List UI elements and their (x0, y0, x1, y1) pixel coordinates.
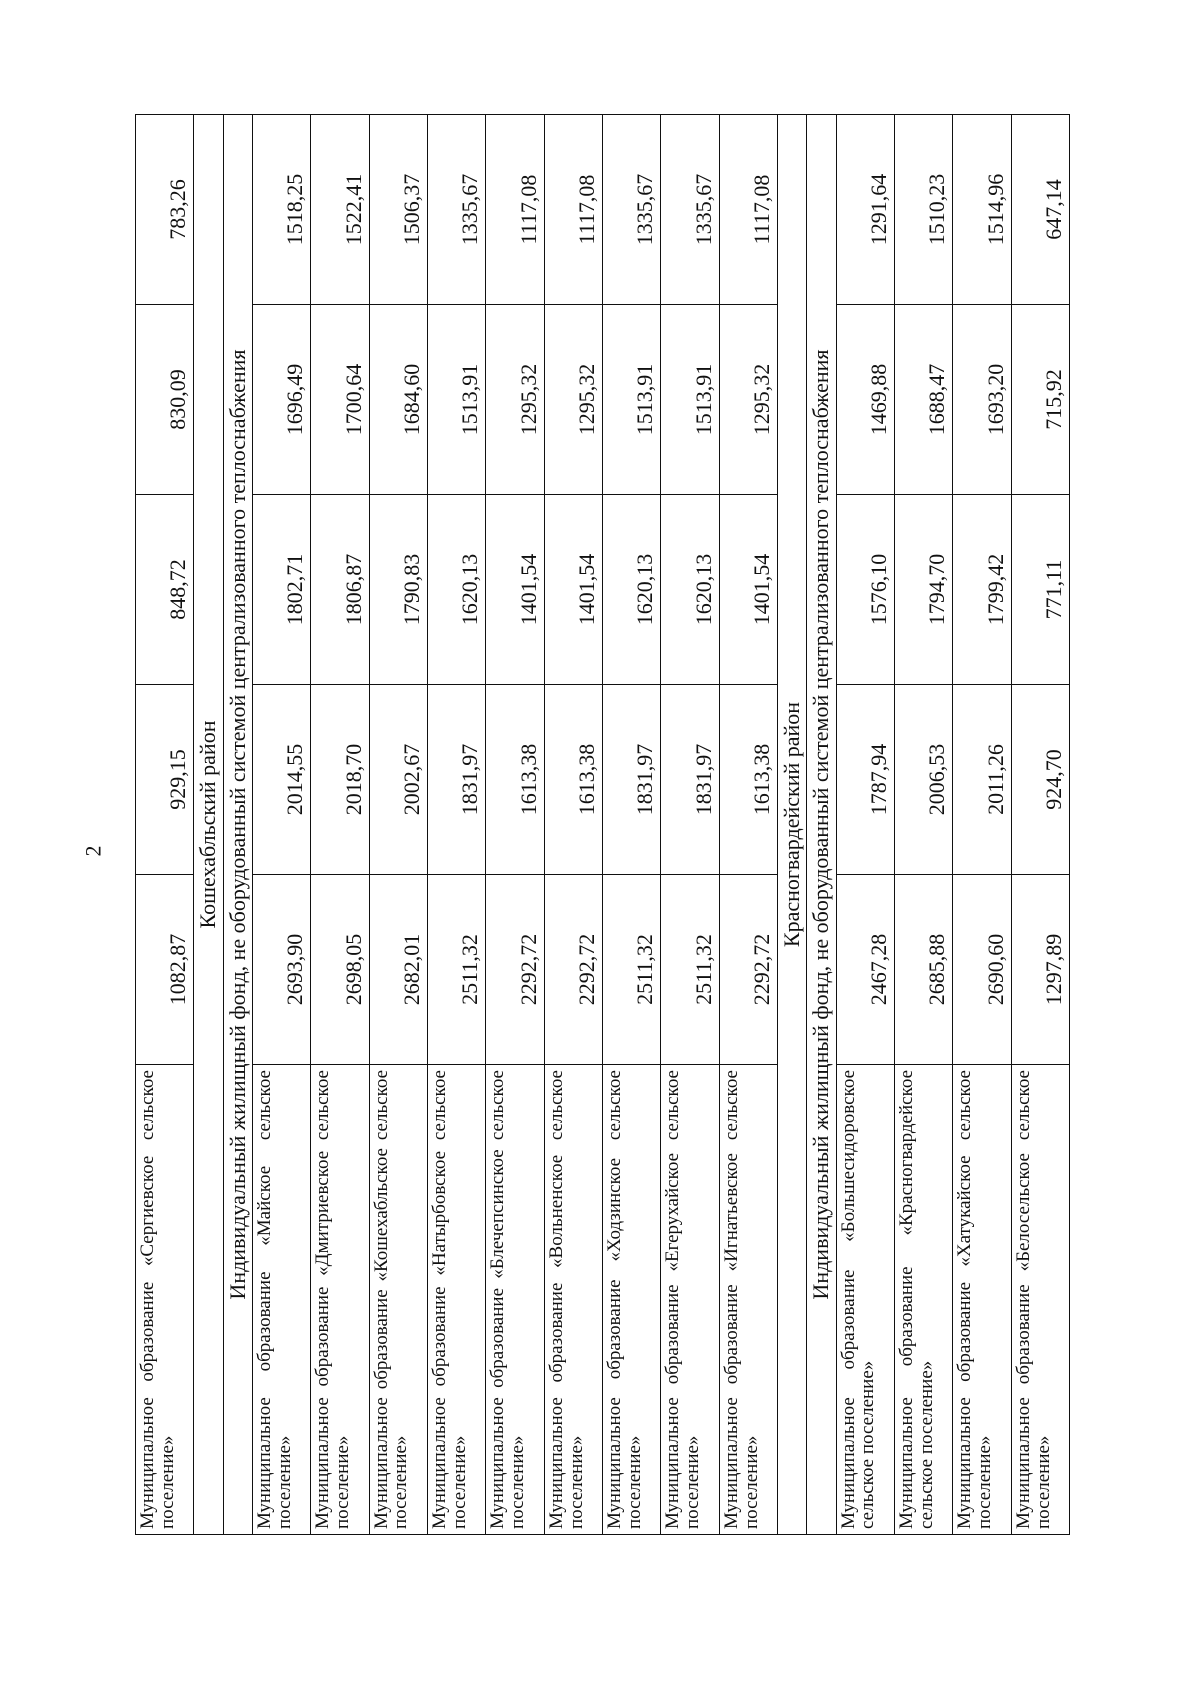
value-cell: 1787,94 (836, 685, 894, 875)
value-cell: 929,15 (136, 685, 194, 875)
value-cell: 1684,60 (369, 305, 427, 495)
table-row (486, 115, 544, 1535)
tariff-table (135, 114, 1070, 1535)
value-cell: 1613,38 (544, 685, 602, 875)
table-row (544, 115, 602, 1535)
value-cell: 1295,32 (544, 305, 602, 495)
value-cell: 1799,42 (953, 495, 1011, 685)
section-title: Индивидуальный жилищный фонд, не оборудованный системой централизованного теплоснабжения (807, 115, 836, 1535)
value-cell: 1831,97 (427, 685, 485, 875)
value-cell: 2292,72 (544, 875, 602, 1065)
section-title: Красногвардейский район (778, 115, 807, 1535)
value-cell: 715,92 (1011, 305, 1069, 495)
value-cell: 1513,91 (427, 305, 485, 495)
value-cell: 1335,67 (603, 115, 661, 305)
value-cell: 1613,38 (486, 685, 544, 875)
value-cell: 1513,91 (603, 305, 661, 495)
municipality-name: Муниципальное образование «Майское сельское поселение» (252, 1065, 310, 1535)
value-cell: 771,11 (1011, 495, 1069, 685)
table-row (252, 115, 310, 1535)
value-cell: 1401,54 (544, 495, 602, 685)
section-title: Индивидуальный жилищный фонд, не оборудованный системой централизованного теплоснабжения (223, 115, 252, 1535)
value-cell: 2511,32 (603, 875, 661, 1065)
table-row (603, 115, 661, 1535)
value-cell: 1335,67 (661, 115, 719, 305)
municipality-name: Муниципальное образование «Кошехабльское сельское поселение» (369, 1065, 427, 1535)
value-cell: 2511,32 (427, 875, 485, 1065)
value-cell: 2018,70 (311, 685, 369, 875)
value-cell: 2698,05 (311, 875, 369, 1065)
value-cell: 2002,67 (369, 685, 427, 875)
value-cell: 1117,08 (544, 115, 602, 305)
municipality-name: Муниципальное образование «Сергиевское сельское поселение» (136, 1065, 194, 1535)
value-cell: 2014,55 (252, 685, 310, 875)
table-row (427, 115, 485, 1535)
municipality-name: Муниципальное образование «Егерухайское сельское поселение» (661, 1065, 719, 1535)
value-cell: 1506,37 (369, 115, 427, 305)
value-cell: 1510,23 (894, 115, 952, 305)
value-cell: 1806,87 (311, 495, 369, 685)
value-cell: 2685,88 (894, 875, 952, 1065)
value-cell: 1335,67 (427, 115, 485, 305)
table-row (1011, 115, 1069, 1535)
value-cell: 1518,25 (252, 115, 310, 305)
value-cell: 2690,60 (953, 875, 1011, 1065)
value-cell: 1401,54 (486, 495, 544, 685)
municipality-name: Муниципальное образование «Вольненское сельское поселение» (544, 1065, 602, 1535)
value-cell: 1295,32 (719, 305, 777, 495)
value-cell: 1291,64 (836, 115, 894, 305)
value-cell: 848,72 (136, 495, 194, 685)
section-title: Кошехабльский район (194, 115, 223, 1535)
value-cell: 1082,87 (136, 875, 194, 1065)
value-cell: 2693,90 (252, 875, 310, 1065)
value-cell: 2292,72 (486, 875, 544, 1065)
municipality-name: Муниципальное образование «Игнатьевское сельское поселение» (719, 1065, 777, 1535)
value-cell: 1620,13 (661, 495, 719, 685)
value-cell: 1401,54 (719, 495, 777, 685)
value-cell: 647,14 (1011, 115, 1069, 305)
table-row (311, 115, 369, 1535)
value-cell: 2467,28 (836, 875, 894, 1065)
table-row (894, 115, 952, 1535)
value-cell: 783,26 (136, 115, 194, 305)
value-cell: 1117,08 (719, 115, 777, 305)
value-cell: 1522,41 (311, 115, 369, 305)
page-number: 2 (80, 845, 106, 857)
value-cell: 1831,97 (603, 685, 661, 875)
value-cell: 1576,10 (836, 495, 894, 685)
municipality-name: Муниципальное образование «Натырбовское сельское поселение» (427, 1065, 485, 1535)
value-cell: 1790,83 (369, 495, 427, 685)
table-row (719, 115, 777, 1535)
value-cell: 2682,01 (369, 875, 427, 1065)
table-row (836, 115, 894, 1535)
rotated-table-wrapper (135, 115, 1070, 1535)
value-cell: 1802,71 (252, 495, 310, 685)
value-cell: 1297,89 (1011, 875, 1069, 1065)
value-cell: 1696,49 (252, 305, 310, 495)
value-cell: 1620,13 (603, 495, 661, 685)
value-cell: 1613,38 (719, 685, 777, 875)
table-row (661, 115, 719, 1535)
value-cell: 830,09 (136, 305, 194, 495)
table-row (953, 115, 1011, 1535)
value-cell: 2011,26 (953, 685, 1011, 875)
municipality-name: Муниципальное образование «Блечепсинское сельское поселение» (486, 1065, 544, 1535)
value-cell: 1295,32 (486, 305, 544, 495)
value-cell: 924,70 (1011, 685, 1069, 875)
value-cell: 2511,32 (661, 875, 719, 1065)
value-cell: 1700,64 (311, 305, 369, 495)
section-row (807, 115, 836, 1535)
municipality-name: Муниципальное образование «Дмитриевское сельское поселение» (311, 1065, 369, 1535)
value-cell: 2292,72 (719, 875, 777, 1065)
municipality-name: Муниципальное образование «Ходзинское сельское поселение» (603, 1065, 661, 1535)
municipality-name: Муниципальное образование «Белосельское сельское поселение» (1011, 1065, 1069, 1535)
table-body (136, 115, 1070, 1535)
table-row (369, 115, 427, 1535)
value-cell: 1117,08 (486, 115, 544, 305)
section-row (778, 115, 807, 1535)
value-cell: 1514,96 (953, 115, 1011, 305)
value-cell: 1831,97 (661, 685, 719, 875)
municipality-name: Муниципальное образование «Красногвардейское сельское поселение» (894, 1065, 952, 1535)
value-cell: 1620,13 (427, 495, 485, 685)
table-row (136, 115, 194, 1535)
value-cell: 1794,70 (894, 495, 952, 685)
value-cell: 2006,53 (894, 685, 952, 875)
municipality-name: Муниципальное образование «Большесидоровское сельское поселение» (836, 1065, 894, 1535)
municipality-name: Муниципальное образование «Хатукайское сельское поселение» (953, 1065, 1011, 1535)
value-cell: 1693,20 (953, 305, 1011, 495)
value-cell: 1513,91 (661, 305, 719, 495)
value-cell: 1469,88 (836, 305, 894, 495)
section-row (223, 115, 252, 1535)
section-row (194, 115, 223, 1535)
value-cell: 1688,47 (894, 305, 952, 495)
